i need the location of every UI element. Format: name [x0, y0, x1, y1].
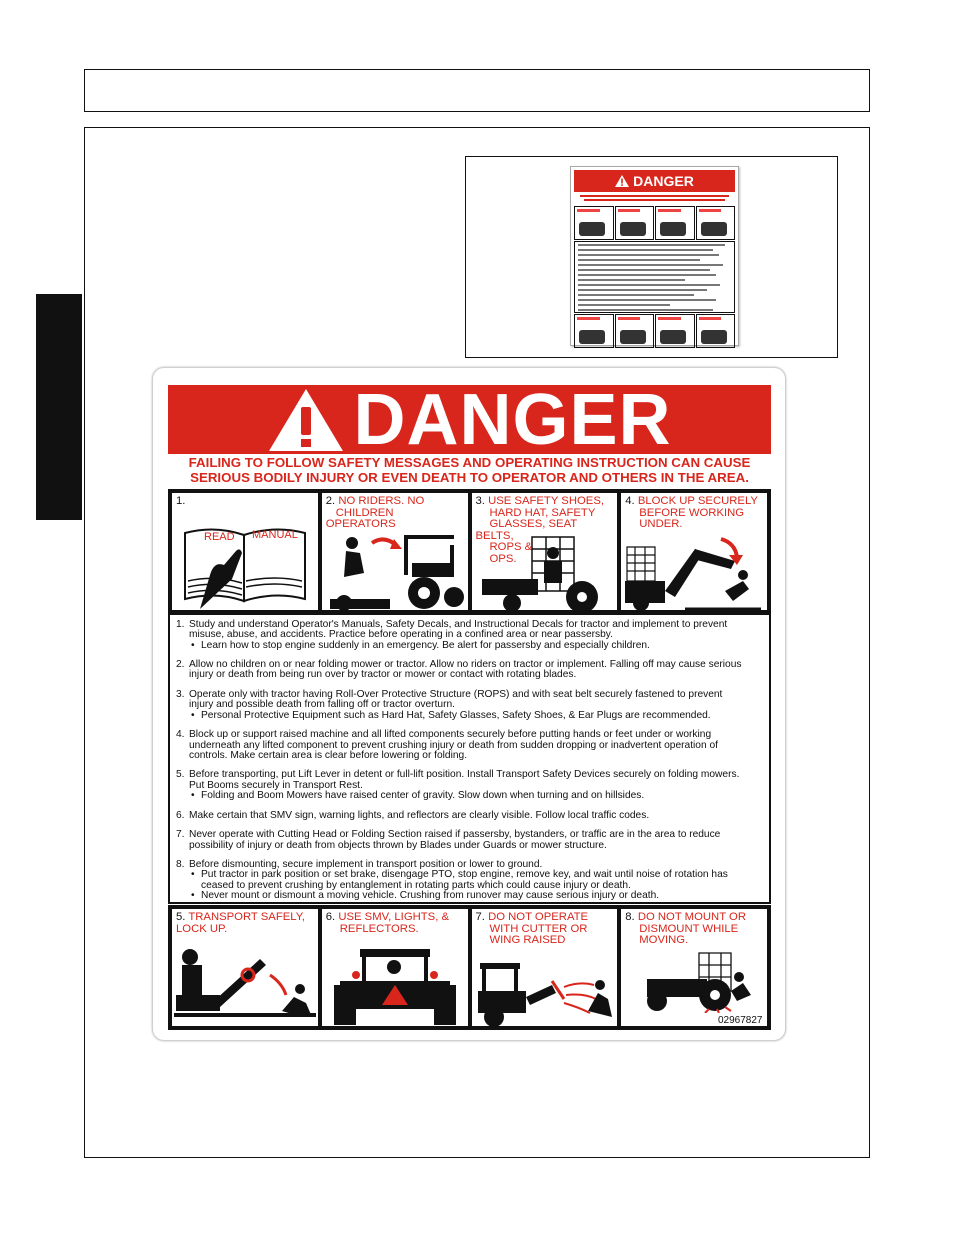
warning-triangle-icon	[615, 175, 629, 187]
thumbnail-top-row	[574, 206, 735, 240]
panel-number: 8.	[625, 911, 635, 923]
pictogram-read-manual	[172, 493, 318, 610]
panel-text: CHILDREN OPERATORS	[325, 506, 396, 530]
pictogram-no-riders	[322, 493, 468, 610]
panel-text: BEFORE WORKING	[639, 506, 745, 519]
panel-text: MOVING.	[639, 934, 689, 946]
panel-text: USE SMV, LIGHTS, &	[338, 911, 450, 923]
transport-hazard-icon	[174, 945, 316, 1026]
panel-text: WING RAISED	[489, 934, 566, 946]
panel-text: DO NOT MOUNT OR	[637, 911, 746, 923]
panel-number: 5.	[176, 911, 186, 923]
pictogram-safety-gear	[472, 493, 618, 610]
panel-text: REFLECTORS.	[339, 922, 419, 935]
panel-text: GLASSES, SEAT BELTS,	[475, 518, 577, 542]
panel-number: 4.	[625, 495, 635, 507]
pictogram-block-up	[621, 493, 767, 610]
read-label: READ	[204, 531, 235, 543]
rops-cab-icon	[482, 531, 612, 610]
panel-text: UNDER.	[639, 518, 683, 530]
danger-warning-text	[168, 455, 771, 485]
panel-number: 1.	[176, 495, 186, 507]
thumbnail-bottom-row	[574, 314, 735, 348]
manual-label: MANUAL	[252, 529, 298, 541]
pictogram-no-mount-moving	[621, 909, 767, 1026]
instruction-item: 4. Block up or support raised machine and all lifted components securely before putting hands or feet under or working underneath any lifted component to prevent crushing injury or death from sudden dropping or inadvertent operation of controls. Make certain area is clear before lowering or folding.	[176, 729, 718, 761]
instruction-item: 6. Make certain that SMV sign, warning lights, and reflectors are clearly visible. Follow local traffic codes.	[176, 809, 650, 821]
instruction-item: 1. Study and understand Operator's Manuals, Safety Decals, and Instructional Decals for tractor and implement to prevent misuse, abuse, and accidents. Practice before operating in a confined area or near passersby. • Learn how to stop engine suddenly in an emergency. Be alert for passersby and especially children.	[176, 619, 728, 651]
tractor-rear-smv-icon	[330, 945, 462, 1026]
top-pictogram-row	[168, 489, 771, 614]
pictogram-smv	[322, 909, 468, 1026]
panel-text: WITH CUTTER OR	[489, 922, 588, 935]
thumbnail-subtext	[574, 194, 735, 204]
instruction-item: 8. Before dismounting, secure implement in transport position or lower to ground. • Put tractor in park position or set brake, disengage PTO, stop engine, remove key, and wait until noise of rotation has ceased to prevent crushing by entanglement in rotating parts which could cause injury or death. • Never mount or dismount a moving vehicle. Crushing from runover may cause serious injury or death.	[176, 859, 728, 902]
instruction-item: 3. Operate only with tractor having Roll-Over Protective Structure (ROPS) and with seat belt securely fastened to prevent injury and possible death from falling off or tractor overturn. • Personal Protective Equipment such as Hard Hat, Safety Glasses, Safety Shoes, & Ear Plugs are recommended.	[176, 689, 723, 721]
warning-triangle-icon	[267, 387, 345, 453]
panel-text: BLOCK UP SECURELY	[637, 495, 758, 507]
thrown-objects-icon	[476, 951, 616, 1026]
runover-hazard-icon	[639, 951, 763, 1013]
thumbnail-banner-text: DANGER	[633, 173, 694, 189]
pictogram-no-operate-raised	[472, 909, 618, 1026]
instruction-item: 2. Allow no children on or near folding mower or tractor. Allow no riders on tractor or implement. Falling off may cause serious injury or death from being run over by tractor or mower or contact with rotating blades.	[176, 659, 742, 681]
panel-text: ROPS &	[489, 541, 533, 553]
warning-line: SERIOUS BODILY INJURY OR EVEN DEATH TO OPERATOR AND OTHERS IN THE AREA.	[190, 470, 749, 485]
bottom-pictogram-row	[168, 905, 771, 1030]
panel-text: OPS.	[489, 552, 517, 565]
tractor-rider-icon	[324, 527, 464, 610]
panel-text: DO NOT OPERATE	[488, 911, 589, 923]
safety-instructions	[168, 613, 771, 904]
panel-text: DISMOUNT WHILE	[639, 922, 739, 935]
decal-thumbnail	[570, 166, 739, 346]
page-header-box	[84, 69, 870, 112]
panel-number: 2.	[325, 495, 336, 507]
panel-text: TRANSPORT SAFELY,	[188, 911, 305, 923]
thumbnail-text-block	[574, 241, 735, 313]
panel-number: 6.	[325, 911, 336, 923]
panel-number: 3.	[475, 495, 485, 507]
decal-part-number: 02967827	[718, 1015, 763, 1026]
crushing-hazard-icon	[625, 531, 763, 610]
panel-text: HARD HAT, SAFETY	[489, 506, 596, 519]
instruction-item: 5. Before transporting, put Lift Lever in detent or full-lift position. Install Transport Safety Devices securely on folding mowers. Put Booms securely in Transport Rest. • Folding and Boom Mowers have raised center of gravity. Slow down when turning and on hillsides.	[176, 769, 740, 802]
section-side-tab	[36, 294, 82, 520]
danger-banner	[168, 379, 771, 460]
danger-title: DANGER	[353, 379, 672, 460]
warning-line: FAILING TO FOLLOW SAFETY MESSAGES AND OPERATING INSTRUCTION CAN CAUSE	[188, 455, 751, 470]
instruction-item: 7. Never operate with Cutting Head or Folding Section raised if passersby, bystanders, or traffic are in the area to reduce possibility of injury or death from objects thrown by Blades under Guards or mower structure.	[176, 829, 721, 851]
panel-text: USE SAFETY SHOES,	[488, 495, 604, 507]
pictogram-transport	[172, 909, 318, 1026]
thumbnail-banner	[574, 170, 735, 192]
panel-number: 7.	[475, 911, 485, 923]
panel-text: LOCK UP.	[176, 922, 228, 935]
panel-text: NO RIDERS. NO	[338, 495, 425, 507]
